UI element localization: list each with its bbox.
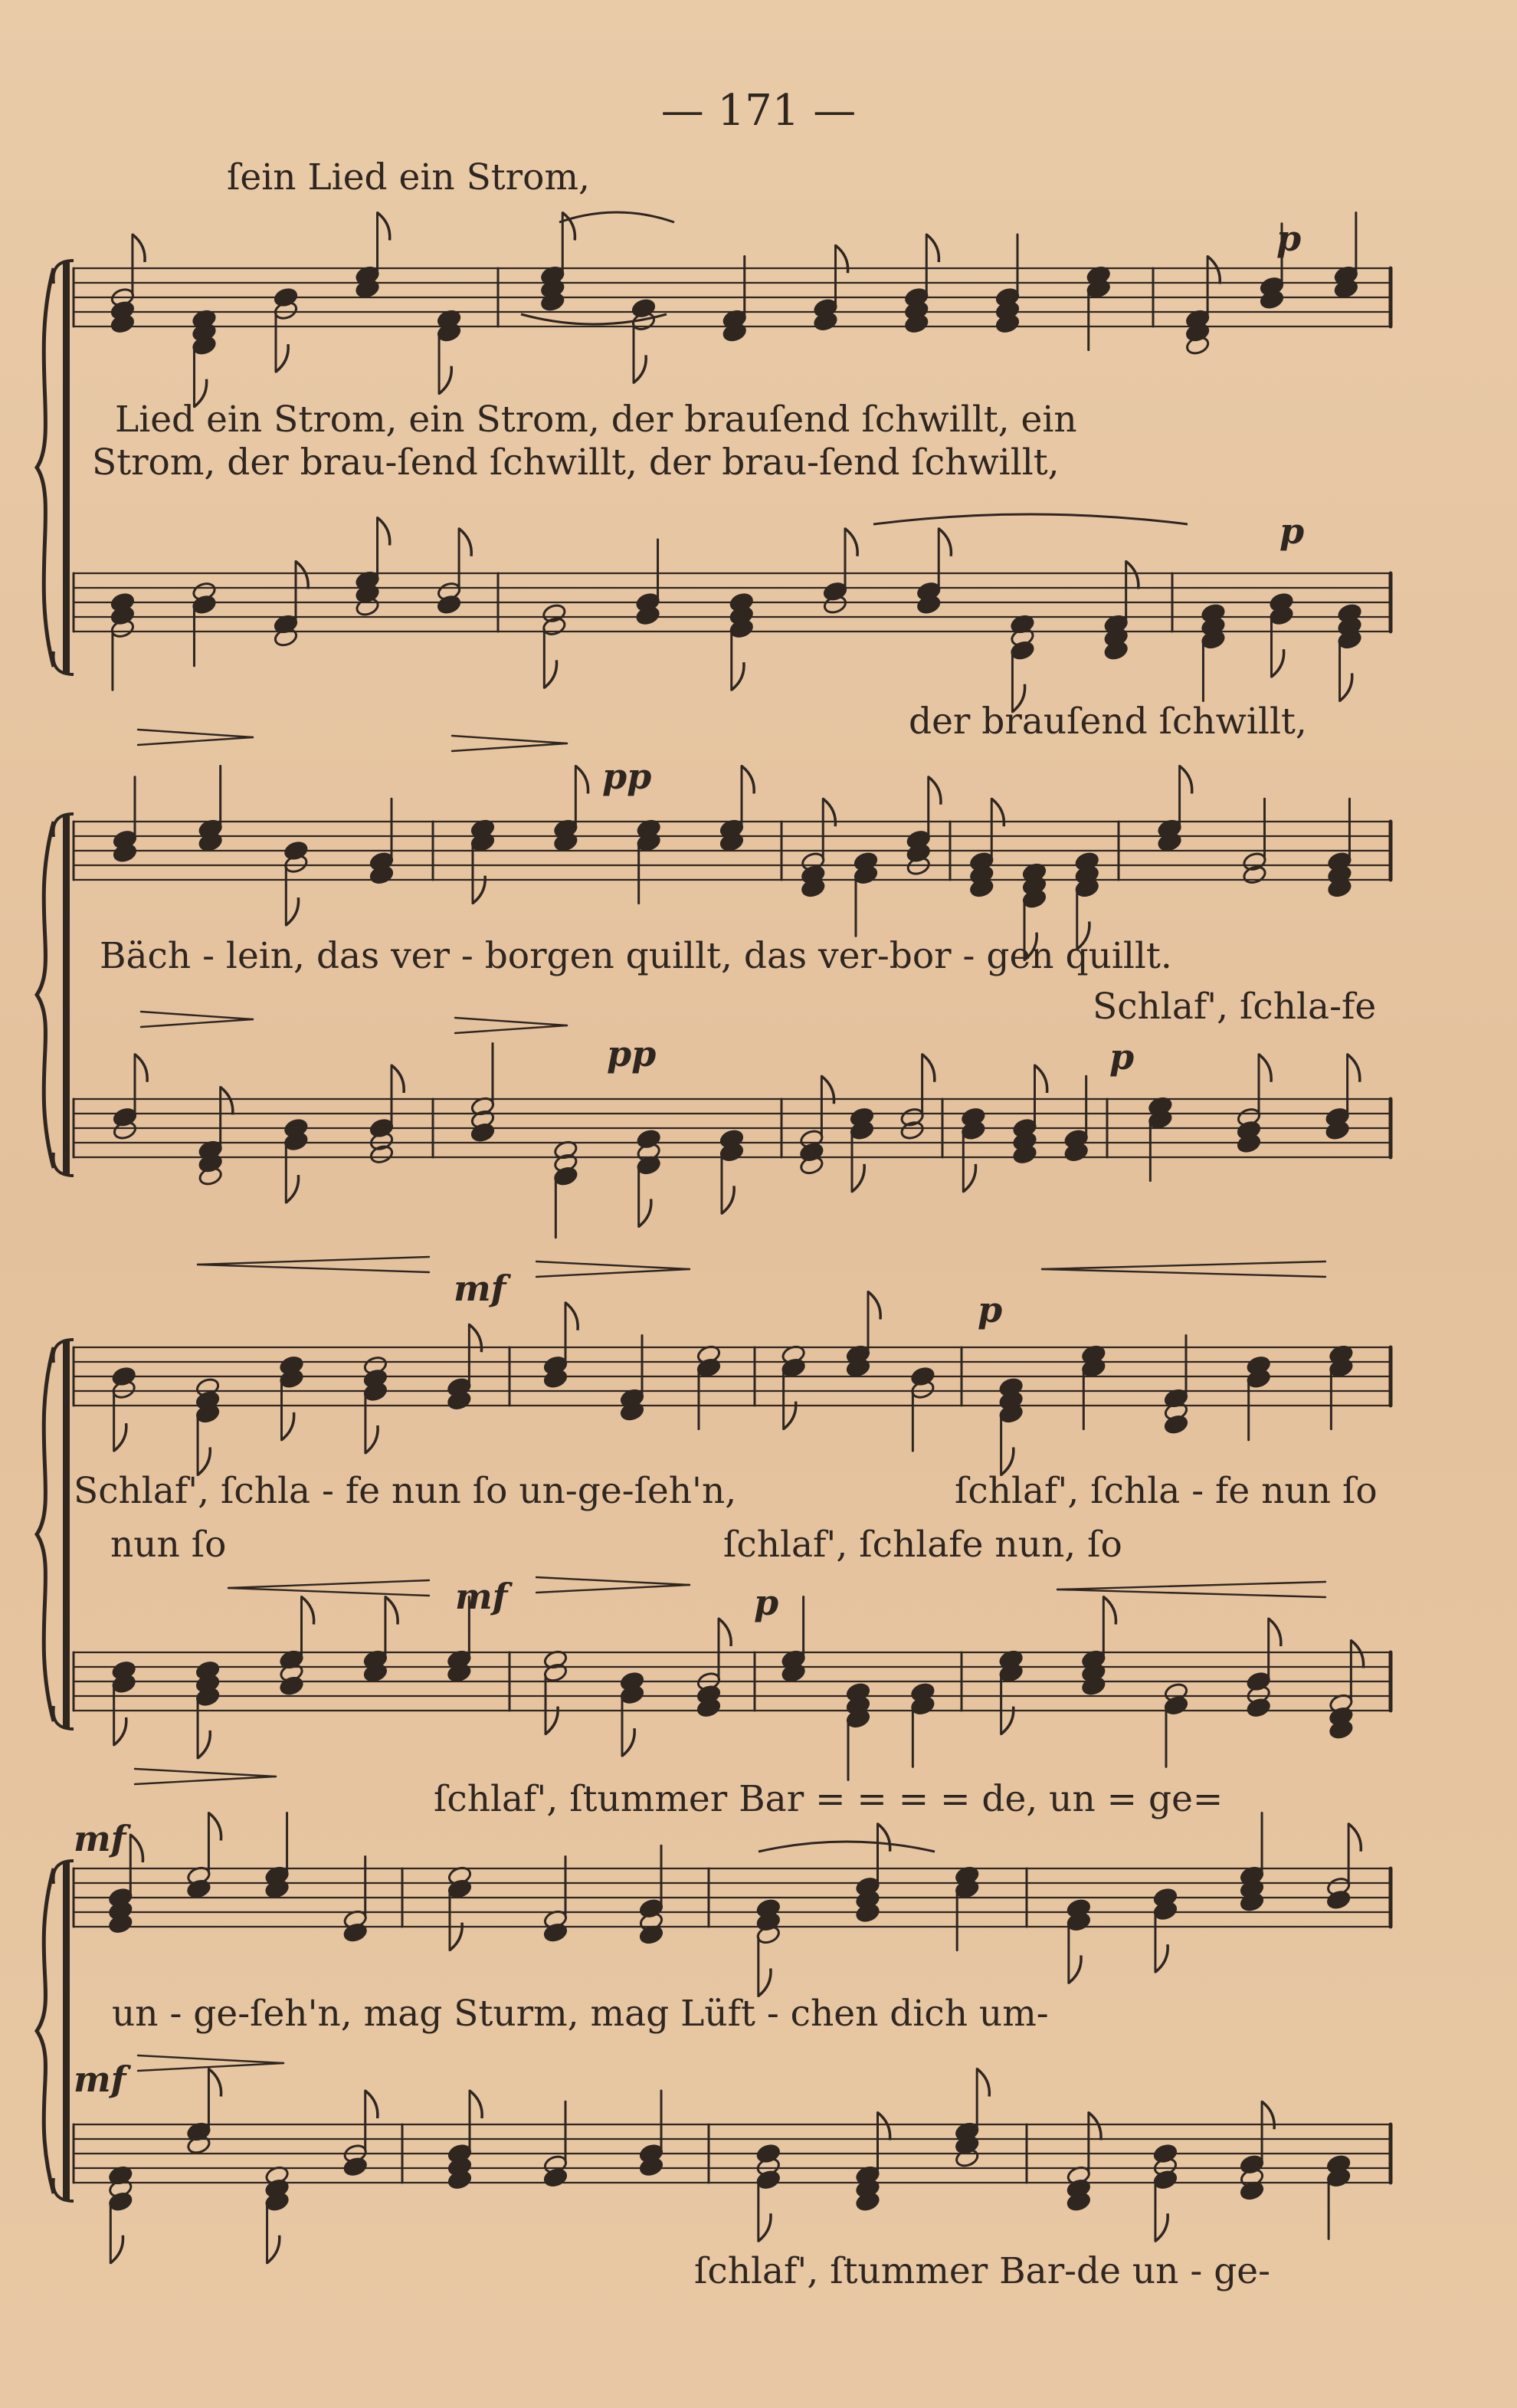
note-flag <box>639 1199 651 1226</box>
lyric-line: Schlaf', ſchla-fe <box>1093 986 1377 1028</box>
tie <box>559 212 674 222</box>
note-flag <box>1155 2213 1168 2241</box>
page-number: — 171 — <box>660 86 857 136</box>
note-flag <box>378 213 390 241</box>
hairpin <box>536 1577 690 1585</box>
note-flag <box>276 344 288 372</box>
note-flag <box>963 1164 975 1192</box>
note-flag <box>722 1186 734 1213</box>
system-bracket <box>63 261 70 674</box>
hairpin <box>228 1580 429 1588</box>
dynamic-marking: p <box>754 1582 779 1623</box>
note-flag <box>1272 649 1284 677</box>
lyric-line: Lied ein Strom, ein Strom, der brauſend ſchwillt, ein <box>115 399 1077 441</box>
dynamic-marking: mf <box>74 2059 126 2100</box>
lyric-line: ſchlaf', ſtummer Bar = = = = de, un = ge= <box>434 1778 1224 1820</box>
hairpin <box>536 1269 690 1277</box>
note-flag <box>114 1717 126 1745</box>
hairpin <box>141 1012 253 1019</box>
dynamic-marking: p <box>1279 510 1305 552</box>
hairpin <box>536 1585 690 1593</box>
note-flag <box>719 1619 731 1646</box>
lyric-line: Bäch - lein, das ver - borgen quillt, das ver-bor - gen quillt. <box>100 935 1172 977</box>
note-flag <box>544 660 556 687</box>
note-flag <box>1035 1065 1047 1093</box>
hairpin <box>135 1769 276 1776</box>
hairpin <box>138 737 253 745</box>
note-flag <box>282 1412 294 1440</box>
note-flag <box>392 1065 404 1093</box>
note-flag <box>439 366 451 394</box>
note-flag <box>1126 562 1139 589</box>
note-flag <box>878 2113 890 2141</box>
note-flag <box>133 235 145 262</box>
lyric-line: ſchlaf', ſchla - fe nun ſo <box>955 1470 1378 1512</box>
note-flag <box>1348 1055 1360 1082</box>
note-flag <box>470 2091 482 2118</box>
system-bracket <box>63 814 70 1176</box>
note-flag <box>296 562 308 589</box>
note-flag <box>732 662 744 690</box>
hairpin <box>1042 1269 1325 1277</box>
hairpin <box>198 1265 429 1272</box>
note-flag <box>868 1292 880 1320</box>
hairpin <box>141 1019 253 1027</box>
note-flag <box>758 2213 771 2241</box>
note-flag <box>852 1164 864 1192</box>
note-flag <box>208 1813 221 1841</box>
tie <box>758 1842 935 1852</box>
note-flag <box>1259 1055 1271 1082</box>
hairpin <box>452 736 567 743</box>
note-flag <box>1103 1597 1116 1625</box>
hairpin <box>138 2055 283 2063</box>
note-flag <box>365 1425 378 1453</box>
note-flag <box>198 1731 210 1758</box>
note-flag <box>378 518 390 546</box>
piano-brace <box>37 268 54 667</box>
hairpin <box>455 1025 567 1033</box>
lyric-line: Strom, der brau-ſend ſchwillt, der brau-ſend ſchwillt, <box>92 441 1060 484</box>
note-flag <box>634 355 646 382</box>
note-flag <box>1269 1619 1281 1646</box>
system-bracket <box>63 1861 70 2201</box>
lyric-line: un - ge-ſeh'n, mag Sturm, mag Lüft - chen dich um- <box>112 1993 1049 2035</box>
hairpin <box>198 1257 429 1265</box>
dynamic-marking: pp <box>602 756 652 797</box>
lyric-line: Schlaf', ſchla - fe nun ſo un-ge-ſeh'n, <box>74 1470 737 1512</box>
note-flag <box>135 1055 147 1082</box>
dynamic-marking: p <box>978 1289 1003 1330</box>
note-flag <box>1089 2113 1101 2141</box>
note-flag <box>1180 766 1192 794</box>
hairpin <box>536 1261 690 1269</box>
note-flag <box>1348 1824 1361 1852</box>
piano-brace <box>37 822 54 1168</box>
hairpin <box>452 743 567 751</box>
note-flag <box>1340 673 1352 700</box>
note-flag <box>565 1303 578 1330</box>
note-flag <box>977 2069 989 2097</box>
note-flag <box>208 2069 221 2097</box>
piano-brace <box>37 1868 54 2193</box>
lyric-line: ſein Lied ein Strom, <box>227 156 590 198</box>
dynamic-marking: mf <box>454 1268 506 1309</box>
note-flag <box>267 2236 280 2263</box>
note-flag <box>1155 1944 1168 1972</box>
note-flag <box>926 235 939 262</box>
hairpin <box>228 1588 429 1596</box>
note-flag <box>286 897 298 925</box>
note-flag <box>221 1088 233 1115</box>
dynamic-marking: mf <box>455 1576 508 1617</box>
note-flag <box>922 1055 935 1082</box>
lyric-line: der brauſend ſchwillt, <box>909 700 1307 743</box>
note-flag <box>1351 1641 1363 1668</box>
note-flag <box>742 766 754 794</box>
hairpin <box>455 1018 567 1025</box>
hairpin <box>1057 1589 1325 1597</box>
hairpin <box>138 730 253 737</box>
note-flag <box>385 1597 398 1625</box>
lyric-line: ſchlaf', ſchlafe nun, ſo <box>723 1524 1122 1566</box>
note-flag <box>365 2091 378 2118</box>
lyric-line: ſchlaf', ſtummer Bar-de un - ge- <box>694 2250 1270 2292</box>
hairpin <box>1042 1261 1325 1269</box>
dynamic-marking: p <box>1276 218 1302 259</box>
note-flag <box>302 1597 314 1625</box>
dynamic-marking: p <box>1109 1036 1135 1078</box>
system-bracket <box>63 1340 70 1729</box>
note-flag <box>939 529 951 556</box>
dynamic-marking: mf <box>74 1818 126 1859</box>
note-flag <box>459 529 471 556</box>
lyric-line: nun ſo <box>110 1524 227 1566</box>
hairpin <box>1057 1582 1325 1589</box>
note-flag <box>114 1423 126 1451</box>
note-flag <box>110 2236 123 2263</box>
note-flag <box>562 213 575 241</box>
note-flag <box>575 766 588 794</box>
note-flag <box>130 1835 143 1862</box>
tie <box>873 514 1188 524</box>
note-flag <box>929 777 941 805</box>
note-flag <box>1207 257 1220 284</box>
note-flag <box>878 1824 890 1852</box>
piano-brace <box>37 1347 54 1721</box>
note-flag <box>286 1175 298 1202</box>
note-flag <box>1069 1955 1081 1983</box>
hairpin <box>135 1776 276 1784</box>
note-flag <box>845 529 857 556</box>
dynamic-marking: pp <box>607 1033 657 1074</box>
note-flag <box>622 1728 634 1756</box>
